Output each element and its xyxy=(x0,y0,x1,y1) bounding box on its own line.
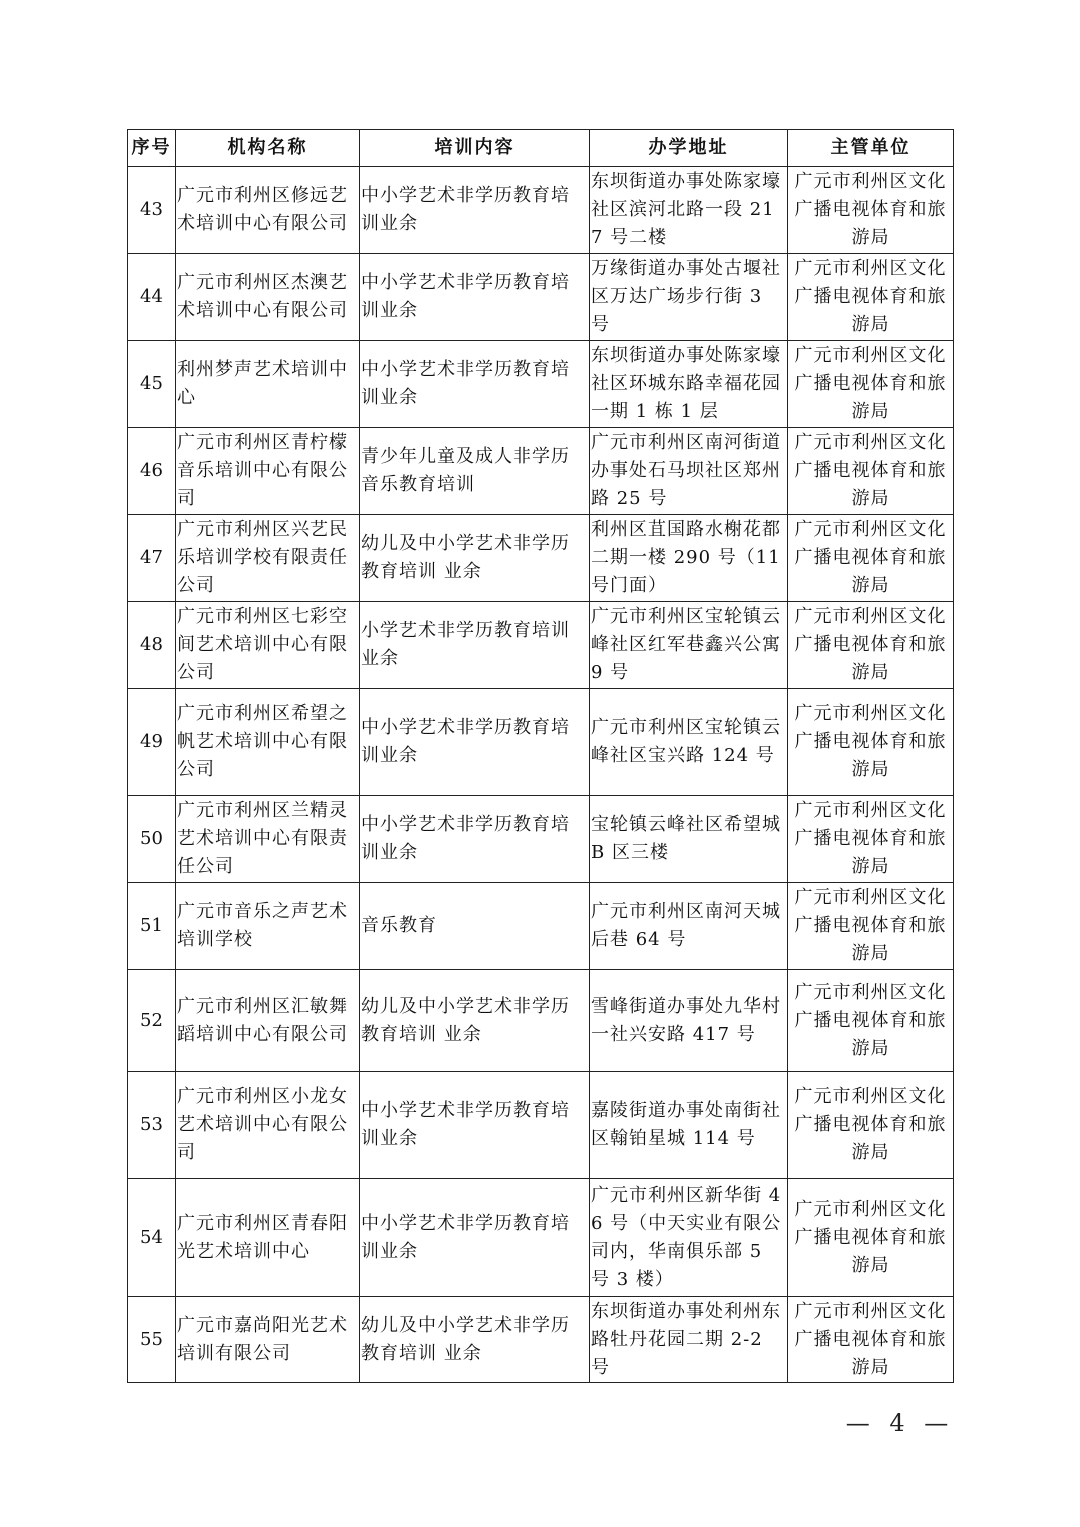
row-num: 43 xyxy=(128,167,176,254)
row-num: 45 xyxy=(128,341,176,428)
row-address: 广元市利州区南河天城后巷 64 号 xyxy=(590,883,788,970)
row-num: 49 xyxy=(128,689,176,796)
page-number: — 4 — xyxy=(845,1409,955,1437)
row-content: 中小学艺术非学历教育培训业余 xyxy=(360,1179,590,1297)
row-dept: 广元市利州区文化广播电视体育和旅游局 xyxy=(788,515,954,602)
row-num: 51 xyxy=(128,883,176,970)
row-dept: 广元市利州区文化广播电视体育和旅游局 xyxy=(788,970,954,1072)
row-content: 中小学艺术非学历教育培训业余 xyxy=(360,796,590,883)
row-num: 53 xyxy=(128,1072,176,1179)
table-row xyxy=(128,689,954,796)
row-content: 中小学艺术非学历教育培训业余 xyxy=(360,167,590,254)
row-address: 东坝街道办事处陈家壕社区滨河北路一段 217 号二楼 xyxy=(590,167,788,254)
row-content: 中小学艺术非学历教育培训业余 xyxy=(360,254,590,341)
table-body xyxy=(128,167,954,1383)
row-content: 幼儿及中小学艺术非学历教育培训 业余 xyxy=(360,515,590,602)
row-content: 中小学艺术非学历教育培训业余 xyxy=(360,1072,590,1179)
row-address: 东坝街道办事处利州东路牡丹花园二期 2-2 号 xyxy=(590,1297,788,1383)
row-dept: 广元市利州区文化广播电视体育和旅游局 xyxy=(788,167,954,254)
row-num: 54 xyxy=(128,1179,176,1297)
row-num: 46 xyxy=(128,428,176,515)
row-dept: 广元市利州区文化广播电视体育和旅游局 xyxy=(788,254,954,341)
row-name: 广元市嘉尚阳光艺术培训有限公司 xyxy=(176,1297,360,1383)
row-dept: 广元市利州区文化广播电视体育和旅游局 xyxy=(788,1179,954,1297)
table-row xyxy=(128,254,954,341)
row-dept: 广元市利州区文化广播电视体育和旅游局 xyxy=(788,428,954,515)
header-content: 培训内容 xyxy=(360,130,590,167)
row-address: 广元市利州区宝轮镇云峰社区宝兴路 124 号 xyxy=(590,689,788,796)
header-dept: 主管单位 xyxy=(788,130,954,167)
row-num: 47 xyxy=(128,515,176,602)
header-name: 机构名称 xyxy=(176,130,360,167)
table-row xyxy=(128,796,954,883)
row-name: 广元市利州区修远艺术培训中心有限公司 xyxy=(176,167,360,254)
row-name: 广元市利州区希望之帆艺术培训中心有限公司 xyxy=(176,689,360,796)
row-content: 青少年儿童及成人非学历音乐教育培训 xyxy=(360,428,590,515)
table-row xyxy=(128,970,954,1072)
row-address: 广元市利州区南河街道办事处石马坝社区郑州路 25 号 xyxy=(590,428,788,515)
row-name: 广元市利州区七彩空间艺术培训中心有限公司 xyxy=(176,602,360,689)
table-row xyxy=(128,1179,954,1297)
row-dept: 广元市利州区文化广播电视体育和旅游局 xyxy=(788,1297,954,1383)
table-row xyxy=(128,428,954,515)
table-row xyxy=(128,167,954,254)
table-header-row xyxy=(128,130,954,167)
row-content: 中小学艺术非学历教育培训业余 xyxy=(360,689,590,796)
row-name: 广元市利州区兰精灵艺术培训中心有限责任公司 xyxy=(176,796,360,883)
row-name: 广元市利州区小龙女艺术培训中心有限公司 xyxy=(176,1072,360,1179)
row-address: 利州区苴国路水榭花都二期一楼 290 号（11 号门面） xyxy=(590,515,788,602)
institution-table xyxy=(127,129,954,1383)
row-dept: 广元市利州区文化广播电视体育和旅游局 xyxy=(788,796,954,883)
row-address: 雪峰街道办事处九华村一社兴安路 417 号 xyxy=(590,970,788,1072)
row-address: 广元市利州区宝轮镇云峰社区红军巷鑫兴公寓 9 号 xyxy=(590,602,788,689)
row-content: 小学艺术非学历教育培训业余 xyxy=(360,602,590,689)
header-address: 办学地址 xyxy=(590,130,788,167)
row-content: 中小学艺术非学历教育培训业余 xyxy=(360,341,590,428)
row-name: 利州梦声艺术培训中心 xyxy=(176,341,360,428)
row-num: 44 xyxy=(128,254,176,341)
row-num: 48 xyxy=(128,602,176,689)
row-name: 广元市音乐之声艺术培训学校 xyxy=(176,883,360,970)
row-dept: 广元市利州区文化广播电视体育和旅游局 xyxy=(788,689,954,796)
row-name: 广元市利州区兴艺民乐培训学校有限责任公司 xyxy=(176,515,360,602)
row-address: 宝轮镇云峰社区希望城 B 区三楼 xyxy=(590,796,788,883)
row-dept: 广元市利州区文化广播电视体育和旅游局 xyxy=(788,1072,954,1179)
row-name: 广元市利州区汇敏舞蹈培训中心有限公司 xyxy=(176,970,360,1072)
table-row xyxy=(128,883,954,970)
table-row xyxy=(128,515,954,602)
row-num: 55 xyxy=(128,1297,176,1383)
row-num: 52 xyxy=(128,970,176,1072)
row-name: 广元市利州区青春阳光艺术培训中心 xyxy=(176,1179,360,1297)
row-content: 幼儿及中小学艺术非学历教育培训 业余 xyxy=(360,970,590,1072)
row-name: 广元市利州区青柠檬音乐培训中心有限公司 xyxy=(176,428,360,515)
table-row xyxy=(128,1072,954,1179)
table-row xyxy=(128,602,954,689)
row-address: 东坝街道办事处陈家壕社区环城东路幸福花园一期 1 栋 1 层 xyxy=(590,341,788,428)
row-dept: 广元市利州区文化广播电视体育和旅游局 xyxy=(788,602,954,689)
row-address: 嘉陵街道办事处南街社区翰铂星城 114 号 xyxy=(590,1072,788,1179)
row-name: 广元市利州区杰澳艺术培训中心有限公司 xyxy=(176,254,360,341)
row-address: 万缘街道办事处古堰社区万达广场步行街 3 号 xyxy=(590,254,788,341)
row-content: 幼儿及中小学艺术非学历教育培训 业余 xyxy=(360,1297,590,1383)
row-dept: 广元市利州区文化广播电视体育和旅游局 xyxy=(788,883,954,970)
table-row xyxy=(128,341,954,428)
header-num: 序号 xyxy=(128,130,176,167)
row-dept: 广元市利州区文化广播电视体育和旅游局 xyxy=(788,341,954,428)
row-content: 音乐教育 xyxy=(360,883,590,970)
table-row xyxy=(128,1297,954,1383)
row-address: 广元市利州区新华街 46 号（中天实业有限公司内，华南俱乐部 5 号 3 楼） xyxy=(590,1179,788,1297)
row-num: 50 xyxy=(128,796,176,883)
